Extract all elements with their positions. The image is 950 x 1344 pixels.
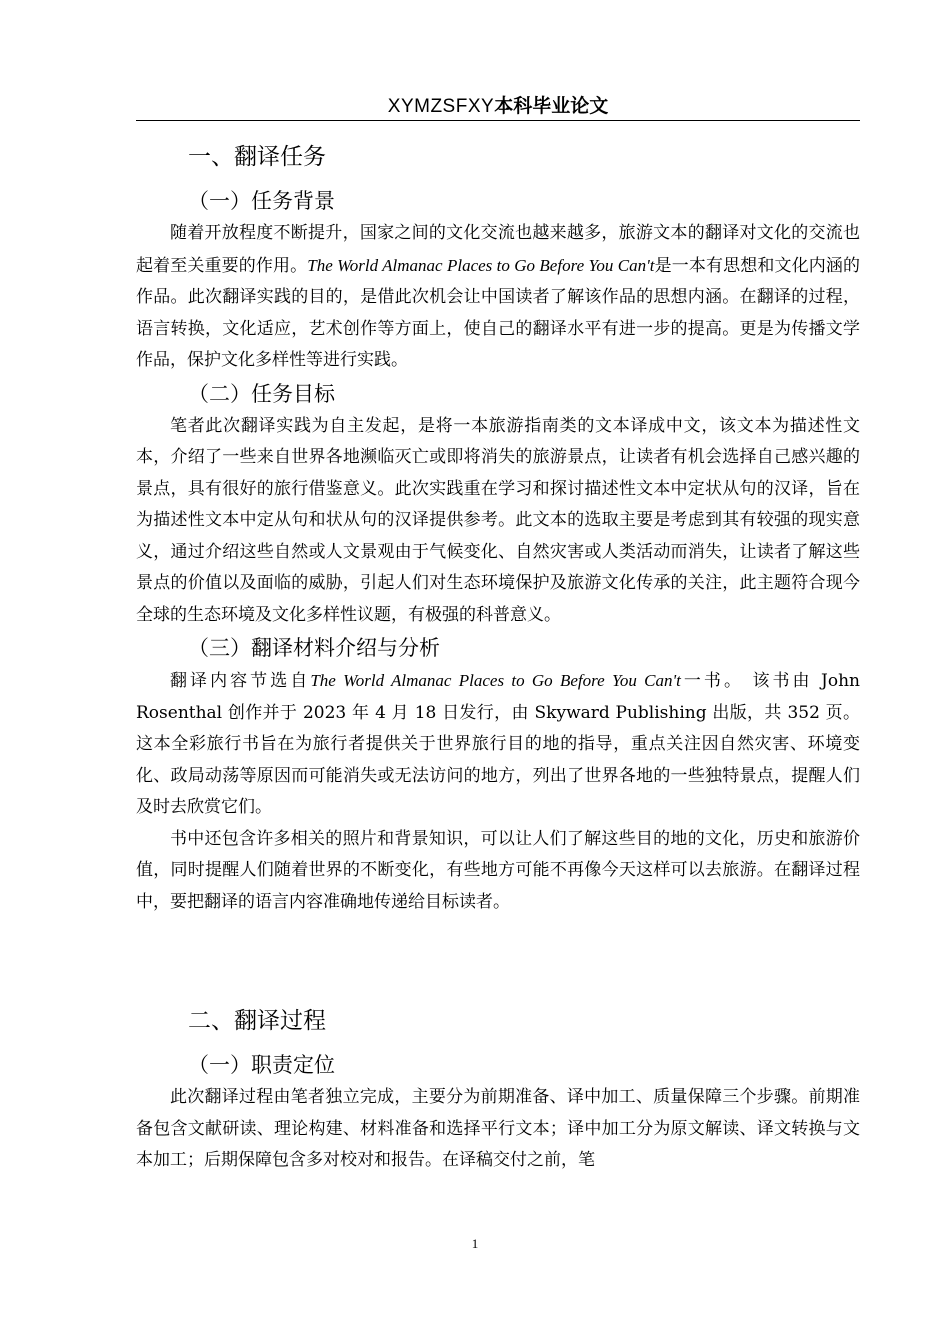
book-title: The World Almanac Places to Go Before You Can't bbox=[307, 255, 655, 275]
section-2-1-paragraph: 此次翻译过程由笔者独立完成，主要分为前期准备、译中加工、质量保障三个步骤。前期准备包含文献研读、理论构建、材料准备和选择平行文本；译中加工分为原文解读、译文转换与文本加工；后期保障包含多对校对和报告。在译稿交付之前，笔 bbox=[136, 1087, 860, 1170]
section-1-3-title: （三）翻译材料介绍与分析 bbox=[188, 636, 440, 660]
section-1-2-title: （二）任务目标 bbox=[188, 381, 335, 406]
paragraph-text: 是一本有思想和文化内涵的作品。此次翻译实践的目的，是借此次机会让中国读者了解该作品的思想内涵。在翻译的过程，语言转换，文化适应，艺术创作等方面上，使自己的翻译水平有进一步的提高。更是为传播文学作品，保护文化多样性等进行实践。 bbox=[136, 255, 861, 370]
document-body bbox=[136, 138, 860, 1177]
section-1-1-title: （一）任务背景 bbox=[188, 189, 335, 213]
section-1-1-paragraph bbox=[136, 218, 860, 377]
section-1-2-paragraph: 笔者此次翻译实践为自主发起，是将一本旅游指南类的文本译成中文，该文本为描述性文本，介绍了一些来自世界各地濒临灭亡或即将消失的旅游景点，让读者有机会选择自己感兴趣的景点，具有很好的旅行借鉴意义。此次实践重在学习和探讨描述性文本中定状从句的汉译，旨在为描述性文本中定从句和状从句的汉译提供参考。此文本的选取主要是考虑到其有较强的现实意义，通过介绍这些自然或人文景观由于气候变化、自然灾害或人类活动而消失，让读者了解这些景点的价值以及面临的威胁，引起人们对生态环境保护及旅游文化传承的关注，此主题符合现今全球的生态环境及文化多样性议题，有极强的科普意义。 bbox=[136, 415, 860, 625]
paragraph-text: 翻译内容节选自 bbox=[170, 671, 311, 691]
book-title: The World Almanac Places to Go Before You Can't bbox=[310, 671, 681, 690]
section-1-3-paragraph-1 bbox=[136, 665, 860, 824]
paragraph-text: 随着开放程度不断提升，国家之间的文化交流也越来越多，旅游文本的翻译对文化的交流也起着至关重要的作用。 bbox=[136, 223, 860, 276]
section-1-title: 一、翻译任务 bbox=[188, 144, 326, 170]
header-school-code: XYMZSFXY bbox=[387, 96, 495, 117]
header-thesis-label: 本科毕业论文 bbox=[494, 95, 609, 117]
section-1-3-paragraph-2: 书中还包含许多相关的照片和背景知识，可以让人们了解这些目的地的文化，历史和旅游价值，同时提醒人们随着世界的不断变化，有些地方可能不再像今天这样可以去旅游。在翻译过程中，要把翻译的语言内容准确地传递给目标读者。 bbox=[136, 828, 860, 912]
page-number: 1 bbox=[471, 1236, 479, 1251]
section-2-title: 二、翻译过程 bbox=[188, 1008, 326, 1034]
section-2-1-title: （一）职责定位 bbox=[188, 1053, 335, 1077]
page-header bbox=[136, 92, 860, 121]
paragraph-text: 一书。 该书由 John Rosenthal 创作并于 2023 年 4 月 18 日发行，由 Skyward Publishing 出版，共 352 页。这本全彩旅行书旨在为旅行者提供关于世界旅行目的地的指导，重点关注因自然灾害、环境变化、政局动荡等原因而可能消失或无法访问的地方，列出了世界各地的一些独特景点，提醒人们及时去欣赏它们。 bbox=[136, 671, 861, 817]
